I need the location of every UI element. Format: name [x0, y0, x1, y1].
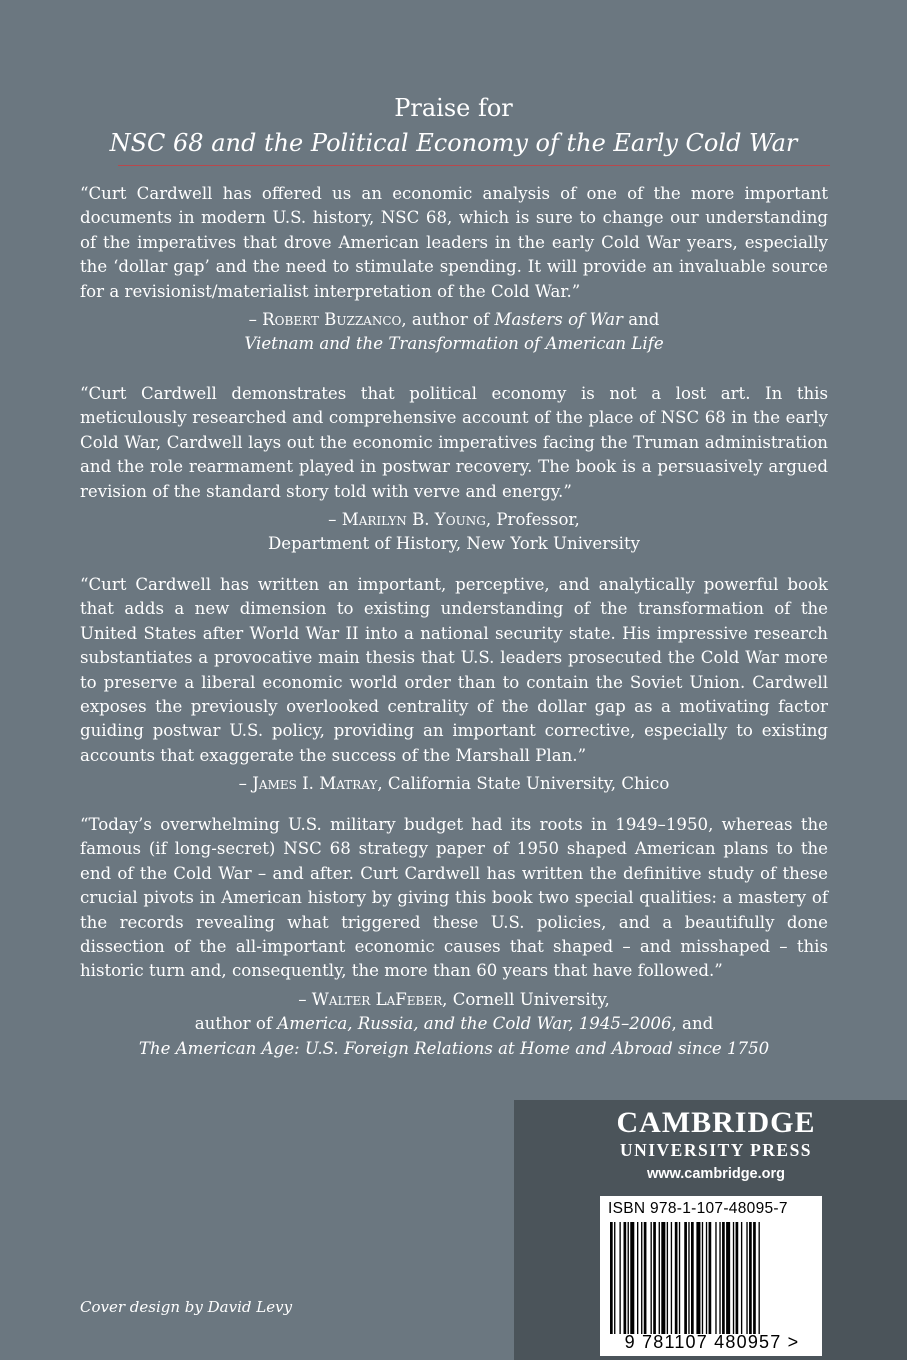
barcode-bar [641, 1222, 642, 1334]
barcode-bar [749, 1222, 752, 1334]
barcode-bar [691, 1222, 694, 1334]
barcode-bar [671, 1222, 672, 1334]
publisher-logo-press: UNIVERSITY PRESS [619, 1140, 813, 1160]
attribution-dash: – [248, 310, 263, 330]
reviewer-book: Vietnam and the Transformation of American Life [244, 334, 664, 354]
barcode-bar [653, 1222, 656, 1334]
attribution-text: , and [671, 1014, 714, 1034]
barcode-bar [675, 1222, 678, 1334]
barcode-bar [684, 1222, 687, 1334]
barcode-bar [644, 1222, 647, 1334]
quote-attribution [80, 308, 828, 357]
barcode-bar [619, 1222, 620, 1334]
reviewer-name: James I. Matray [252, 774, 378, 794]
barcode-bar [709, 1222, 712, 1334]
header-divider [118, 165, 830, 166]
barcode-bar [630, 1222, 634, 1334]
publisher-panel [514, 1100, 907, 1360]
barcode-digits: 9 781107 480957 > [624, 1332, 800, 1352]
isbn-label: ISBN 978-1-107-48095-7 [608, 1200, 788, 1217]
publisher-logo-name: CAMBRIDGE [616, 1106, 816, 1139]
quote-text: “Curt Cardwell has written an important, perceptive, and analytically powerful book that adds a new dimension to existing understanding of the transformation of the United States after World War II into a national security state. His impressive research substantiates a provocative main thesis that U.S. leaders prosecuted the Cold War more to preserve a liberal economic world order than to contain the Soviet Union. Cardwell exposes the previously overlooked centrality of the dollar gap as a motivating factor guiding postwar U.S. policy, providing an important corrective, especially to existing accounts that exaggerate the success of the Marshall Plan.” [80, 575, 828, 765]
attribution-dash: – [328, 510, 342, 530]
cover-credit: Cover design by David Levy [80, 1298, 293, 1316]
barcode-bar [719, 1222, 720, 1334]
barcode-bar [624, 1222, 627, 1334]
publisher-url: www.cambridge.org [646, 1166, 786, 1182]
reviewer-book: Masters of War [494, 310, 623, 330]
barcode-bar [702, 1222, 703, 1334]
reviewer-name: Marilyn B. Young [341, 510, 486, 530]
praise-label: Praise for [394, 94, 513, 122]
barcode-bar [733, 1222, 734, 1334]
isbn-barcode [600, 1196, 822, 1356]
attribution-dash: – [298, 989, 312, 1009]
barcode-bar [614, 1222, 615, 1334]
reviewer-name: Walter LaFeber [311, 989, 443, 1009]
barcode-bar [659, 1222, 660, 1334]
quote-text: “Curt Cardwell demonstrates that political economy is not a lost art. In this meticulously researched and comprehensive account of the place of NSC 68 in the early Cold War, Cardwell lays out the economic imperatives facing the Truman administration and the role rearmament played in postwar recovery. The book is a persuasively argued revision of the standard story told with verve and energy.” [80, 384, 828, 501]
barcode-bars [606, 1222, 816, 1334]
barcode-bar [651, 1222, 652, 1334]
barcode-bar [736, 1222, 739, 1334]
barcode-bar [759, 1222, 760, 1334]
barcode-bar [637, 1222, 638, 1334]
barcode-bar [726, 1222, 730, 1334]
quote-attribution [80, 508, 828, 557]
barcode-bar [715, 1222, 716, 1334]
review-quote-3 [80, 573, 828, 797]
quote-attribution [80, 772, 828, 796]
review-quote-4 [80, 813, 828, 1061]
review-quote-2 [80, 382, 828, 557]
barcode-bar [679, 1222, 680, 1334]
reviewer-name: Robert Buzzanco [262, 310, 402, 330]
attribution-text: author of [194, 1014, 278, 1034]
quote-text: “Curt Cardwell has offered us an economic analysis of one of the more important documents in modern U.S. history, NSC 68, which is sure to change our understanding of the imperatives that drove American leaders in the early Cold War years, especially the ‘dollar gap’ and the need to stimulate spending. It will provide an invaluable source for a revisionist/materialist interpretation of the Cold War.” [80, 184, 828, 301]
barcode-bar [628, 1222, 629, 1334]
barcode-bar [722, 1222, 725, 1334]
book-title: NSC 68 and the Political Economy of the Early Cold War [109, 129, 798, 157]
barcode-bar [741, 1222, 742, 1334]
attribution-dash: – [238, 774, 253, 794]
attribution-text: and [622, 310, 660, 330]
barcode-bar [610, 1222, 613, 1334]
barcode-bar [667, 1222, 668, 1334]
barcode-bar [688, 1222, 689, 1334]
barcode-bar [696, 1222, 700, 1334]
reviewer-book: America, Russia, and the Cold War, 1945–2006 [277, 1014, 672, 1034]
attribution-text: , California State University, Chico [377, 774, 670, 794]
quote-text: “Today’s overwhelming U.S. military budget had its roots in 1949–1950, whereas the famous (if long-secret) NSC 68 strategy paper of 1950 shaped American plans to the end of the Cold War – and after. Curt Cardwell has written the definitive study of these crucial pivots in American history by giving this book two special qualities: a mastery of the records revealing what triggered these U.S. policies, and a beautifully done dissection of the all-important economic causes that shaped – and misshaped – this historic turn and, consequently, the more than 60 years that have followed.” [80, 815, 828, 981]
quote-attribution [80, 988, 828, 1061]
review-quote-1 [80, 182, 828, 357]
barcode-bar [706, 1222, 707, 1334]
barcode-bar [661, 1222, 665, 1334]
attribution-text: , author of [401, 310, 495, 330]
barcode-bar [746, 1222, 747, 1334]
reviewer-book: The American Age: U.S. Foreign Relations at Home and Abroad since 1750 [138, 1038, 770, 1058]
barcode-bar [753, 1222, 756, 1334]
attribution-text: , Professor, [485, 510, 580, 530]
attribution-text: , Cornell University, [442, 989, 610, 1009]
praise-header [0, 92, 907, 160]
attribution-text: Department of History, New York University [268, 534, 640, 554]
